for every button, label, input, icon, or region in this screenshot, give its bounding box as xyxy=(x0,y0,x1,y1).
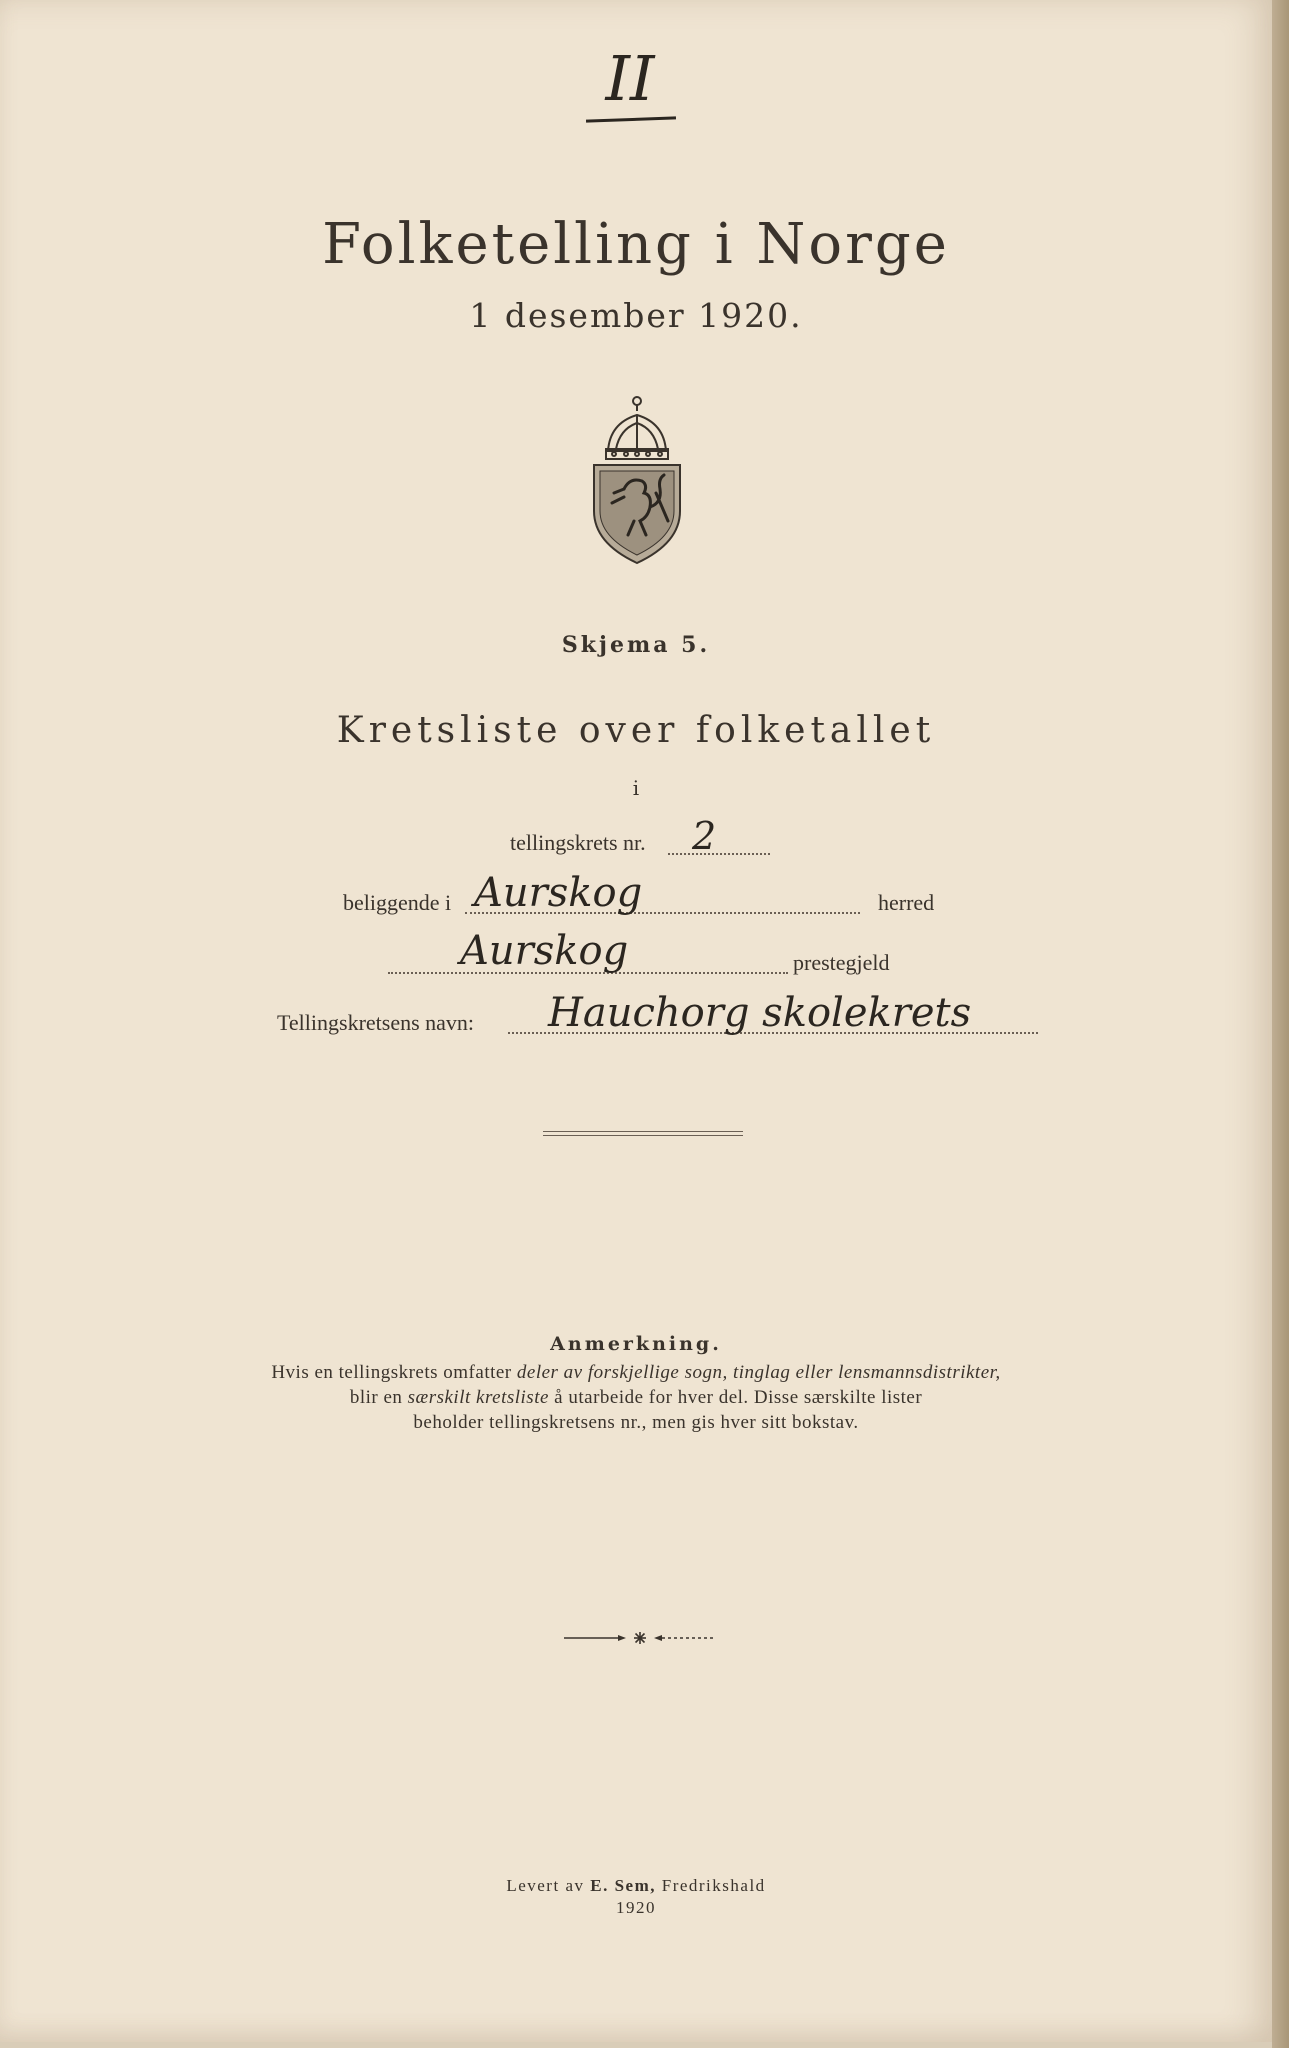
printer-credit xyxy=(0,1876,1272,1896)
census-date: 1 desember 1920. xyxy=(469,296,803,335)
parish-label: prestegjeld xyxy=(793,950,890,975)
page-edge xyxy=(1272,0,1289,2048)
located-value: Aurskog xyxy=(474,870,643,916)
section-divider xyxy=(543,1131,743,1136)
district-name-value: Hauchorg skolekrets xyxy=(548,990,972,1036)
note-line-2-text-c: å utarbeide for hver del. Disse særskilte lister xyxy=(548,1387,923,1408)
printer-place: Fredrikshald xyxy=(655,1876,766,1895)
ornament-divider-icon xyxy=(560,1630,720,1646)
note-line-2-italic: særskilt kretsliste xyxy=(407,1387,549,1408)
district-number-value: 2 xyxy=(692,814,717,858)
conjunction-text: i xyxy=(632,776,640,800)
district-number-label: tellingskrets nr. xyxy=(510,830,646,855)
printer-year: 1920 xyxy=(616,1898,656,1917)
printer-name: E. Sem, xyxy=(590,1876,656,1895)
note-line-2 xyxy=(0,1387,1272,1409)
located-label: beliggende i xyxy=(343,890,452,915)
document-title: Folketelling i Norge xyxy=(322,212,950,277)
note-heading: Anmerkning. xyxy=(550,1333,722,1355)
district-number-line xyxy=(668,853,770,855)
coat-of-arms-icon xyxy=(590,393,684,565)
note-line-1-text: Hvis en tellingskrets omfatter xyxy=(271,1362,517,1383)
note-line-2-text-a: blir en xyxy=(349,1387,408,1408)
document-subtitle: Kretsliste over folketallet xyxy=(336,710,936,751)
note-line-1 xyxy=(0,1362,1272,1384)
volume-mark: II xyxy=(605,42,655,115)
parish-value: Aurskog xyxy=(460,928,629,974)
herred-label: herred xyxy=(878,890,935,915)
note-line-3: beholder tellingskretsens nr., men gis hver sitt bokstav. xyxy=(413,1412,859,1433)
note-line-1-italic: deler av forskjellige sogn, tinglag eller lensmannsdistrikter, xyxy=(516,1362,1001,1383)
district-name-label: Tellingskretsens navn: xyxy=(277,1010,475,1035)
printer-prefix: Levert av xyxy=(506,1876,591,1895)
schema-number: Skjema 5. xyxy=(561,632,711,658)
